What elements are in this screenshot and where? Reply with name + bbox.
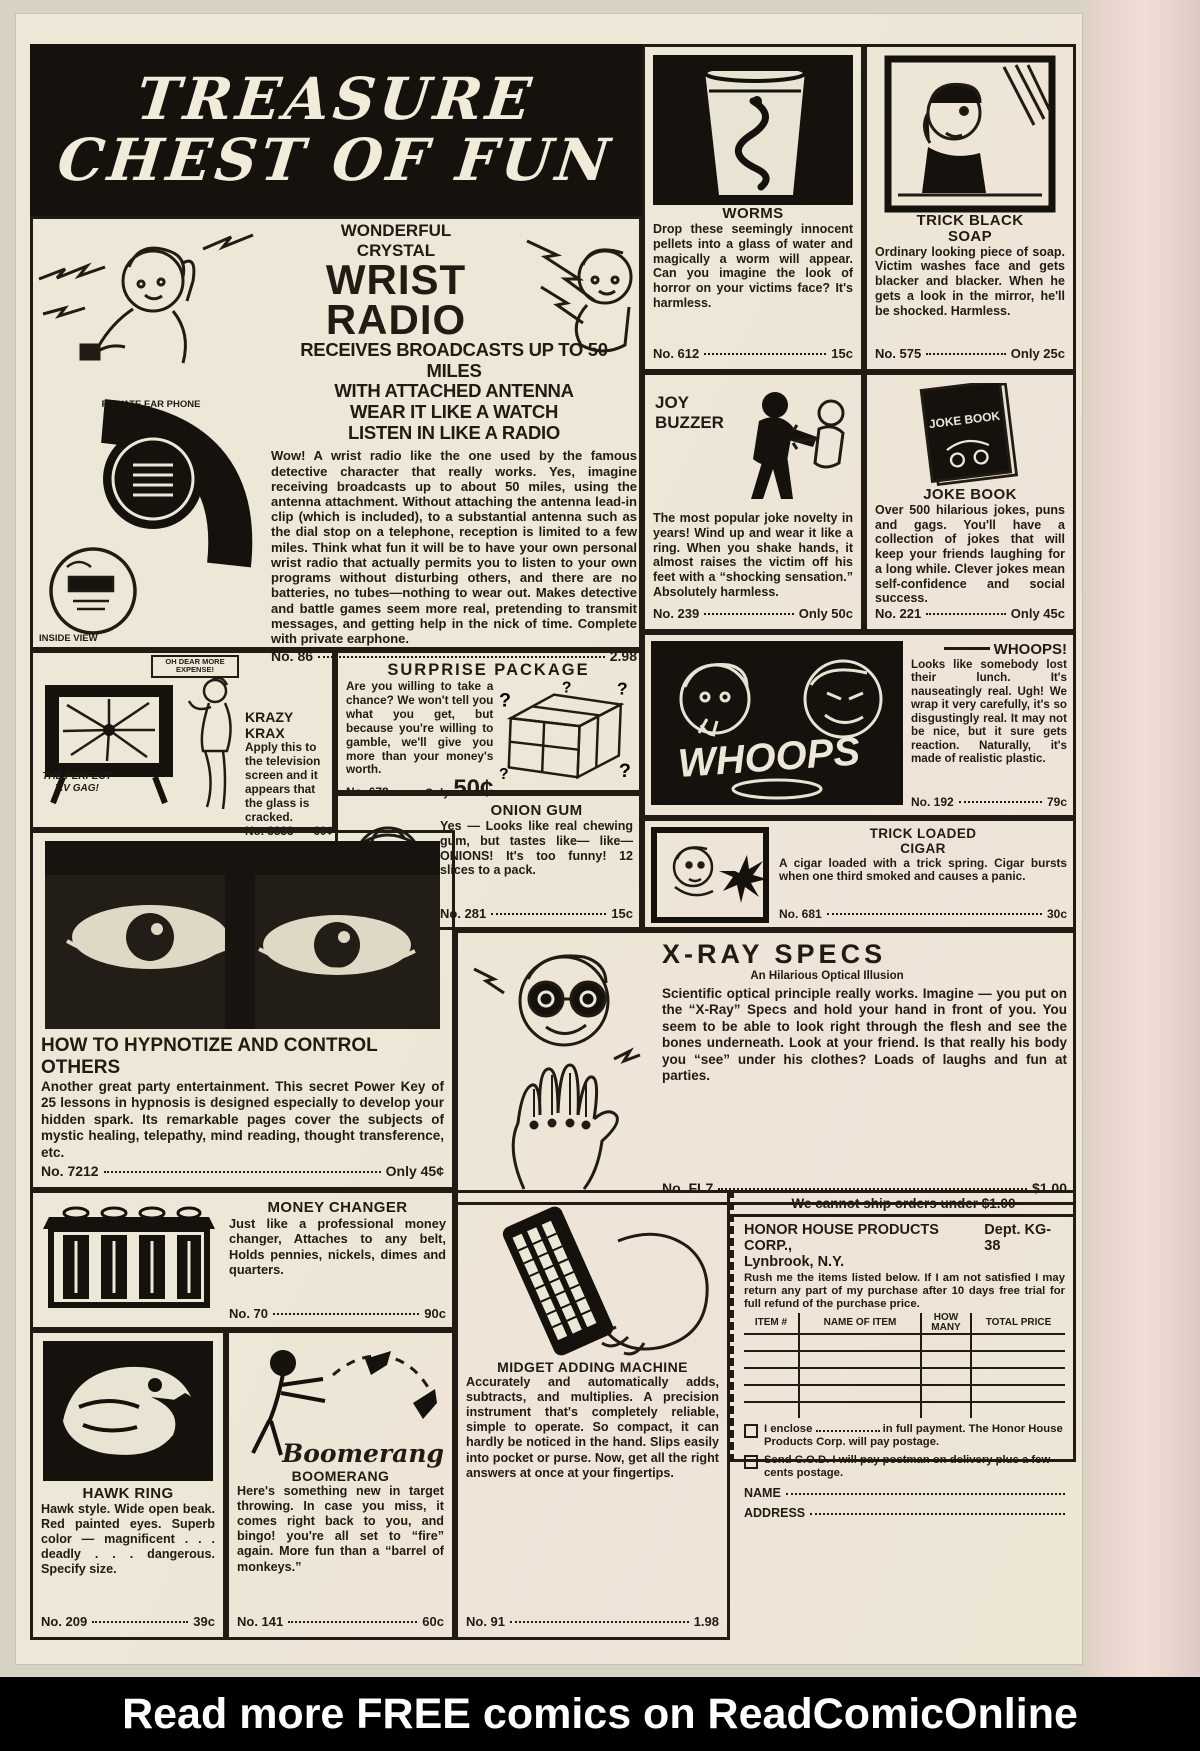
dotted-leader — [92, 1621, 188, 1623]
cigar-order-line — [779, 907, 1067, 921]
krax-order-no: No. 3333 — [245, 824, 294, 839]
name-label: NAME — [744, 1485, 781, 1500]
address-blank[interactable] — [810, 1513, 1065, 1515]
soap-price: Only 25c — [1010, 346, 1065, 361]
hypnotize-order-no: No. 7212 — [41, 1163, 99, 1179]
order-row[interactable] — [744, 1334, 1065, 1351]
wrist-sub-2: WITH ATTACHED ANTENNA — [334, 380, 574, 402]
worms-order-line — [653, 346, 853, 361]
tv-speech-sign: OH DEAR MORE EXPENSE! — [151, 655, 239, 678]
joy-buzzer-art — [653, 383, 853, 511]
question-mark-glyph: ? — [562, 680, 572, 697]
cracked-tv-illustration — [37, 675, 187, 825]
order-row[interactable] — [744, 1402, 1065, 1418]
worms-body: Drop these seemingly innocent pellets into a glass of water and magically a worm will appear. Can you imagine the look of horror on your victims face? It's harmless. — [653, 222, 853, 310]
hypnotic-eyes-illustration — [45, 841, 440, 1029]
exploding-cigar-illustration — [651, 827, 769, 923]
hand-holding-adding-machine-illustration — [468, 1201, 718, 1359]
money-order-no: No. 70 — [229, 1306, 269, 1321]
whoops-order-line — [911, 795, 1067, 809]
joy-title-1: JOY — [655, 393, 690, 412]
joy-price: Only 50c — [798, 606, 853, 621]
cigar-body: A cigar loaded with a trick spring. Cigar bursts when one third smoked and causes a panic. — [779, 855, 1067, 884]
hypnotize-order-line — [41, 1163, 444, 1179]
corp-city: Lynbrook, N.Y. — [744, 1254, 845, 1270]
joke-book-cover-text: JOKE BOOK — [928, 408, 1001, 432]
surprise-body: Are you willing to take a chance? We won't tell you what you get, but because you're willing to gamble, we'll give you more than your money's worth. — [346, 679, 494, 777]
wrist-kicker-1: WONDERFUL — [340, 221, 452, 240]
col-how: HOW — [933, 1311, 959, 1323]
coin-changer-illustration — [39, 1199, 219, 1319]
boomerang-order-no: No. 141 — [237, 1614, 284, 1629]
wrist-radio-watch-illustration — [33, 395, 265, 647]
checkbox-cod[interactable] — [744, 1455, 758, 1469]
midget-order-no: No. 91 — [466, 1614, 506, 1629]
order-items-table — [744, 1313, 1065, 1418]
hawk-ring-illustration — [43, 1341, 213, 1481]
whoops-body: Looks like somebody lost their lunch. It's nauseatingly real. Ugh! We wrap it very carefully, it's so disgustingly real. It may not be nice, but it sure gets reaction. Naturally, it's made of realistic plastic. — [911, 658, 1067, 766]
col-many: MANY — [931, 1321, 961, 1333]
address-label: ADDRESS — [744, 1505, 806, 1520]
dotted-leader — [104, 1171, 381, 1173]
hawk-title: HAWK RING — [82, 1485, 174, 1502]
page-edge-strip — [1078, 0, 1200, 1677]
soap-body: Ordinary looking piece of soap. Victim washes face and gets blacker and blacker. When he gets a look in the mirror, he'll be shocked. Harmless. — [875, 244, 1065, 318]
krax-price: 60¢ — [313, 824, 333, 839]
joy-body: The most popular joke novelty in years! Wind up and wear it like a ring. When you shake hands, it almost raises the victim off his feet with a “shocking sensation.” Absolutely harmless. — [653, 511, 853, 599]
boomerang-title: BOOMERANG — [291, 1468, 390, 1484]
checkbox-enclosed[interactable] — [744, 1424, 758, 1438]
money-body: Just like a professional money changer, Attaches to any belt, Holds pennies, nickels, dimes and quarters. — [229, 1216, 446, 1278]
whoops-price: 79c — [1046, 795, 1067, 809]
inside-view-label: INSIDE VIEW — [39, 633, 98, 644]
opt1-post: in full payment. The Honor House Products Corp. will pay postage. — [764, 1422, 1063, 1448]
mystery-package-illustration — [497, 680, 631, 784]
opt1-pre: I enclose — [764, 1422, 813, 1435]
tv-gag-caption: THE PERFECT T.V GAG! — [42, 771, 112, 794]
dotted-leader — [926, 353, 1006, 355]
readcomiconline-banner-link[interactable]: Read more FREE comics on ReadComicOnline — [122, 1689, 1078, 1738]
boomerang-script-title: Boomerang — [282, 1439, 444, 1468]
xray-body: Scientific optical principle really works. Imagine — you put on the “X-Ray” Specs and hold your hand in front of you. You seem to be able to look right through the flesh and see the bones underneath. Look at your friend. Is that really his body you “see” under his clothes? Loads of laughs and fun at parties. — [662, 986, 1067, 1084]
wrist-order-no: No. 86 — [271, 648, 314, 665]
hawk-body: Hawk style. Wide open beak. Red painted eyes. Superb color — magnificent . . . deadly . . . dangerous. Specify size. — [41, 1502, 215, 1577]
cigar-price: 30c — [1046, 907, 1067, 921]
payment-option-cod — [744, 1454, 1065, 1480]
question-mark-glyph: ? — [619, 760, 631, 783]
wrist-sub-4: LISTEN IN LIKE A RADIO — [348, 421, 560, 443]
section-hypnotize — [30, 830, 455, 1190]
midget-body: Accurately and automatically adds, subtracts, and multiplies. A precision instrument that's completely reliable, simple to operate. So compact, it can hardly be noticed in the hand. Slips easily into pocket or purse. Now, get all the right answers at once at your fingertips. — [466, 1375, 719, 1480]
question-mark-glyph: ? — [499, 766, 509, 784]
xray-specs-face-and-hand-illustration — [464, 939, 654, 1195]
section-joy-buzzer — [642, 372, 864, 632]
joke-order-line — [875, 606, 1065, 621]
whoops-art-text: WHOOPS — [676, 729, 862, 786]
name-blank[interactable] — [786, 1493, 1065, 1495]
address-field-row — [744, 1506, 1065, 1520]
section-whoops — [642, 632, 1076, 818]
col-item-name: NAME OF ITEM — [799, 1313, 921, 1334]
whoops-title: WHOOPS! — [993, 641, 1067, 658]
boomerang-price: 60c — [422, 1614, 444, 1629]
onion-order-no: No. 281 — [440, 906, 487, 921]
money-price: 90c — [424, 1306, 446, 1321]
wrist-body: Wow! A wrist radio like the one used by the famous detective character that really works. Yes, imagine receiving broadcasts up to about 50 miles, using the antenna attachment. Without attaching the antenna lead-in clip (which is included), to a substantial antenna such as the dial stop on a telephone, reception is limited to a few miles. Think what fun it will be to have your own personal wrist radio that actually permits you to listen to your own programs without disturbing others, and there are no batteries, no tubes—nothing to wear out. Makes detective and battle games seem more real, pretending to transmit messages, and getting help in the nick of time. Complete with private earphone. — [271, 448, 637, 646]
opt2-text: Send C.O.D. I will pay postman on delivery plus a few cents postage. — [764, 1453, 1051, 1479]
dotted-leader — [827, 913, 1042, 915]
soap-title-1: TRICK BLACK — [916, 212, 1024, 229]
wrist-sub-3: WEAR IT LIKE A WATCH — [349, 401, 559, 423]
dotted-leader — [704, 613, 794, 615]
surprise-big-price: 50¢ — [453, 775, 494, 803]
onion-order-line — [440, 906, 633, 921]
joy-order-line — [653, 606, 853, 621]
boomerang-body: Here's something new in target throwing. In case you miss, it comes right back to you, and bingo! you're all set to “fire” again. More fun than a “barrel of monkeys.” — [237, 1484, 444, 1574]
surprise-only: Only — [424, 786, 450, 799]
section-money-changer — [30, 1190, 455, 1330]
hawk-order-no: No. 209 — [41, 1614, 88, 1629]
whoops-order-no: No. 192 — [911, 795, 954, 809]
surprise-title: SURPRISE PACKAGE — [387, 661, 590, 679]
hawk-price: 39c — [193, 1614, 215, 1629]
site-banner — [0, 1677, 1200, 1751]
dotted-leader — [959, 801, 1042, 803]
col-how-many — [921, 1313, 971, 1334]
dept-code: Dept. KG-38 — [984, 1222, 1052, 1254]
section-krazy-krax — [30, 650, 335, 839]
hypnotize-price: Only 45¢ — [385, 1163, 444, 1179]
dotted-leader — [704, 353, 826, 355]
section-xray-specs — [455, 930, 1076, 1205]
money-title: MONEY CHANGER — [267, 1199, 408, 1216]
handshake-figures-illustration — [723, 383, 853, 511]
soap-title-2: SOAP — [947, 227, 993, 245]
joke-order-no: No. 221 — [875, 606, 922, 621]
joke-price: Only 45c — [1010, 606, 1065, 621]
masthead — [30, 44, 642, 216]
order-row[interactable] — [744, 1351, 1065, 1368]
onion-body: Yes — Looks like real chewing gum, but tastes like— like—ONIONS! It's too funny! 12 slices to a pack. — [440, 819, 633, 878]
xray-order-no: No. FL7 — [662, 1180, 714, 1196]
midget-order-line — [466, 1614, 719, 1629]
dotted-leader — [926, 613, 1006, 615]
amount-blank[interactable] — [816, 1430, 880, 1432]
surprise-order-no: No. 678 — [346, 784, 389, 799]
joy-title-2: BUZZER — [655, 413, 724, 433]
money-order-line — [229, 1306, 446, 1321]
section-boomerang — [226, 1330, 455, 1640]
soap-order-line — [875, 346, 1065, 361]
wrist-price: 2.98 — [609, 648, 637, 665]
cigar-title-1: TRICK LOADED — [869, 826, 977, 841]
wrist-radio-copy — [271, 221, 637, 664]
dotted-leader — [288, 1621, 417, 1623]
order-form — [730, 1190, 1076, 1520]
midget-title: MIDGET ADDING MACHINE — [497, 1359, 688, 1375]
section-joke-book — [864, 372, 1076, 632]
masthead-line2: CHEST OF FUN — [54, 126, 618, 194]
midget-price: 1.98 — [693, 1614, 719, 1629]
man-at-mirror-illustration — [884, 55, 1056, 213]
onion-price: 15c — [611, 906, 633, 921]
worm-in-glass-illustration — [653, 55, 853, 205]
cigar-order-no: No. 681 — [779, 907, 822, 921]
corp-name: HONOR HOUSE PRODUCTS CORP., — [744, 1222, 939, 1254]
xray-price: $1.00 — [1031, 1180, 1067, 1196]
col-total-price: TOTAL PRICE — [971, 1313, 1065, 1334]
dotted-leader — [273, 1313, 419, 1315]
whoops-title-row — [911, 641, 1067, 658]
joy-order-no: No. 239 — [653, 606, 700, 621]
joke-title: JOKE BOOK — [923, 485, 1017, 503]
krax-body: Apply this to the television screen and it appears that the glass is cracked. — [245, 740, 321, 824]
rush-statement: Rush me the items listed below. If I am not satisfied I may return any part of my purchase after 10 days free trial for full refund of the purchase price. — [744, 1272, 1065, 1310]
dotted-leader — [510, 1621, 689, 1623]
question-mark-glyph: ? — [499, 689, 512, 712]
soap-order-no: No. 575 — [875, 346, 922, 361]
rule — [944, 647, 990, 650]
girl-with-wrist-radio-illustration — [33, 219, 265, 395]
section-hawk-ring — [30, 1330, 226, 1640]
wrist-title-1: WRIST — [325, 256, 467, 304]
hypnotize-title: HOW TO HYPNOTIZE AND CONTROL OTHERS — [41, 1035, 378, 1078]
section-trick-black-soap — [864, 44, 1076, 372]
section-surprise-package — [335, 650, 642, 803]
joke-book-cover-illustration — [895, 383, 1045, 486]
question-mark-glyph: ? — [617, 680, 629, 699]
onion-title: ONION GUM — [490, 802, 583, 819]
wrist-kicker-2: CRYSTAL — [356, 240, 436, 260]
joke-body: Over 500 hilarious jokes, puns and gags. You'll have a collection of jokes that will keep your friends laughing for a long while. Clever jokes mean self-confidence and social success. — [875, 502, 1065, 606]
boomerang-order-line — [237, 1614, 444, 1629]
section-worms — [642, 44, 864, 372]
order-row[interactable] — [744, 1385, 1065, 1402]
worms-price: 15c — [831, 346, 853, 361]
xray-subtitle: An Hilarious Optical Illusion — [750, 970, 904, 982]
cigar-title-2: CIGAR — [900, 840, 946, 856]
xray-title: X-RAY SPECS — [662, 939, 887, 969]
wrist-title-2: RADIO — [325, 295, 467, 343]
masthead-line1: TREASURE — [133, 65, 539, 134]
krax-title: KRAZY KRAX — [245, 709, 293, 741]
section-trick-cigar — [642, 818, 1076, 930]
section-adding-machine — [455, 1190, 730, 1640]
name-field-row — [744, 1486, 1065, 1500]
col-item-number: ITEM # — [754, 1316, 788, 1328]
worms-order-no: No. 612 — [653, 346, 700, 361]
woman-figure-illustration — [185, 673, 241, 813]
ad-sheet — [16, 14, 1082, 1664]
dotted-leader — [491, 913, 606, 915]
payment-option-enclosed — [744, 1423, 1065, 1449]
section-wrist-radio — [30, 216, 642, 665]
order-row[interactable] — [744, 1368, 1065, 1385]
hypnotize-body: Another great party entertainment. This secret Power Key of 25 lessons in hypnosis is designed especially to develop your hidden spark. Its remarkable pages cover the subjects of mystic healing, telepathy, mind reading, thought transference, etc. — [41, 1079, 444, 1160]
wrist-sub-1: RECEIVES BROADCASTS UP TO 50 MILES — [300, 338, 608, 381]
hawk-order-line — [41, 1614, 215, 1629]
whoops-cartoon-illustration — [651, 641, 903, 805]
min-order-notice: We cannot ship orders under $1.00 — [734, 1193, 1073, 1217]
worms-title: WORMS — [722, 205, 784, 222]
earphone-label: PRIVATE EAR PHONE — [101, 399, 201, 410]
